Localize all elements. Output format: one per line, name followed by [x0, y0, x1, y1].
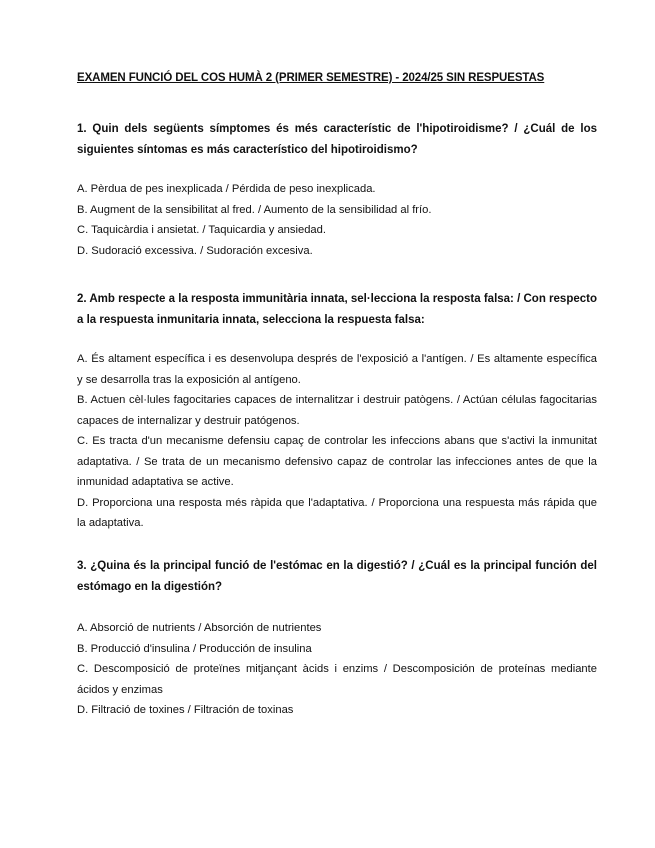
question-2-option-a: A. És altament específica i es desenvolupa després de l'exposició a l'antígen. / Es altamente específica y se desarrolla tras la exposición al antígeno.: [77, 353, 597, 386]
question-2-option-b: B. Actuen cèl·lules fagocitaries capaces de internalitzar i destruir patògens. / Actúan células fagocitarias capaces de internalizar y destruir patógenos.: [77, 394, 597, 427]
question-2-options: [77, 349, 597, 534]
question-2-option-c: C. Es tracta d'un mecanisme defensiu capaç de controlar les infeccions abans que s'activi la inmunitat adaptativa. / Se trata de un mecanismo defensivo capaz de controlar las infecciones antes de que la inmunidad adaptativa se active.: [77, 435, 597, 488]
question-1-text: 1. Quin dels següents símptomes és més característic de l'hipotiroidisme? / ¿Cuál de los siguientes síntomas es más característico del hipotiroidismo?: [77, 123, 597, 156]
question-2-option-d: D. Proporciona una resposta més ràpida que l'adaptativa. / Proporciona una respuesta más rápida que la adaptativa.: [77, 496, 597, 529]
question-1-option-b: B. Augment de la sensibilitat al fred. / Aumento de la sensibilidad al frío.: [77, 203, 432, 216]
question-3-option-b: B. Producció d'insulina / Producción de insulina: [77, 642, 312, 655]
question-3-option-c: C. Descomposició de proteïnes mitjançant àcids i enzims / Descomposición de proteínas mediante ácidos y enzimas: [77, 663, 597, 696]
question-1-option-d: D. Sudoració excessiva. / Sudoración excesiva.: [77, 244, 313, 257]
question-3-options: [77, 618, 597, 721]
question-1-options: [77, 179, 597, 261]
question-3-text: 3. ¿Quina és la principal funció de l'estómac en la digestió? / ¿Cuál es la principal función del estómago en la digestión?: [77, 560, 597, 593]
question-2-text: 2. Amb respecte a la resposta immunitària innata, sel·lecciona la resposta falsa: / Con respecto a la respuesta inmunitaria innata, selecciona la respuesta falsa:: [77, 293, 597, 326]
document-title: EXAMEN FUNCIÓ DEL COS HUMÀ 2 (PRIMER SEMESTRE) - 2024/25 SIN RESPUESTAS: [77, 72, 545, 84]
question-1-option-a: A. Pèrdua de pes inexplicada / Pérdida de peso inexplicada.: [77, 183, 376, 195]
question-3-option-d: D. Filtració de toxines / Filtración de toxinas: [77, 704, 294, 716]
question-1-option-c: C. Taquicàrdia i ansietat. / Taquicardia y ansiedad.: [77, 224, 326, 236]
question-3-option-a: A. Absorció de nutrients / Absorción de nutrientes: [77, 622, 322, 634]
